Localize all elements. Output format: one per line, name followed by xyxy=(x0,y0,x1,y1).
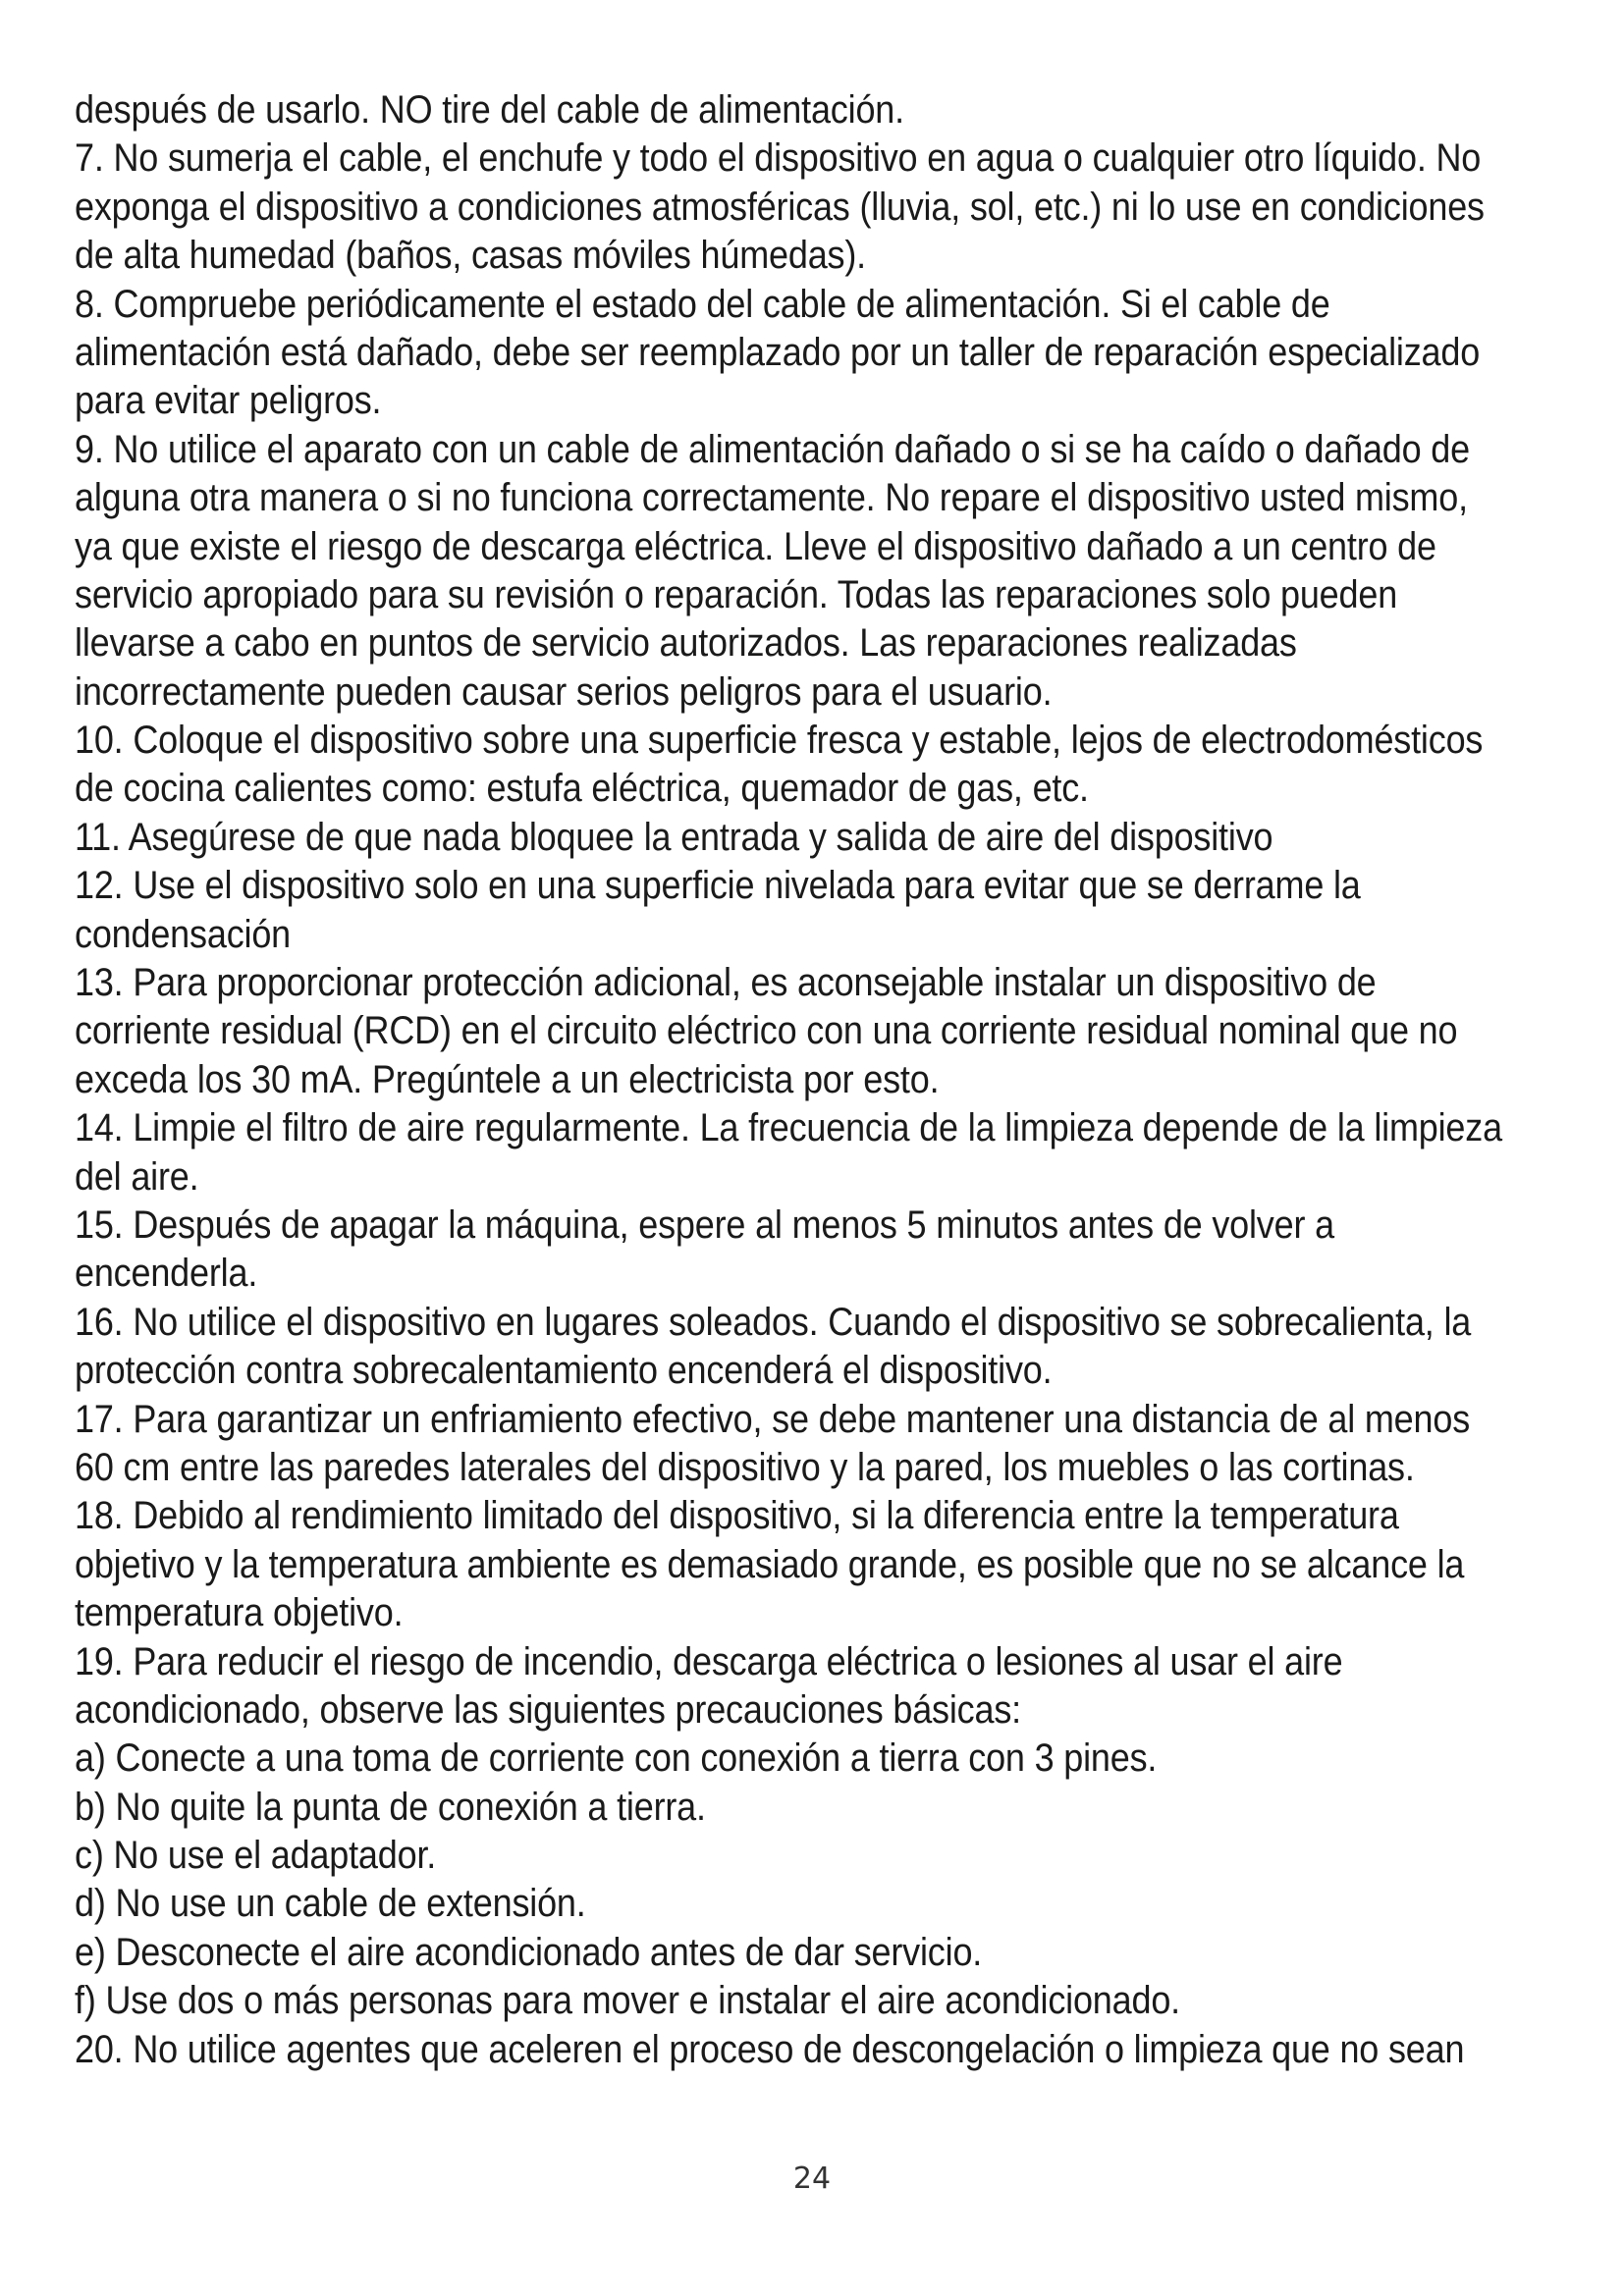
text-line: servicio apropiado para su revisión o reparación. Todas las reparaciones solo pueden xyxy=(75,572,1398,616)
text-line: e) Desconecte el aire acondicionado antes de dar servicio. xyxy=(75,1930,983,1974)
text-line: exponga el dispositivo a condiciones atmosféricas (lluvia, sol, etc.) ni lo use en condiciones xyxy=(75,185,1485,229)
text-line: de cocina calientes como: estufa eléctrica, quemador de gas, etc. xyxy=(75,767,1089,811)
text-line: objetivo y la temperatura ambiente es demasiado grande, es posible que no se alcance la xyxy=(75,1542,1465,1586)
page-number: 24 xyxy=(792,2162,832,2196)
text-line: ya que existe el riesgo de descarga eléctrica. Lleve el dispositivo dañado a un centro de xyxy=(75,524,1436,568)
text-line: 7. No sumerja el cable, el enchufe y todo el dispositivo en agua o cualquier otro líquido. No xyxy=(75,136,1482,181)
text-line: 15. Después de apagar la máquina, espere al menos 5 minutos antes de volver a xyxy=(75,1202,1334,1247)
text-line: condensación xyxy=(75,912,292,956)
text-line: 9. No utilice el aparato con un cable de alimentación dañado o si se ha caído o dañado de xyxy=(75,427,1471,471)
text-line: 8. Compruebe periódicamente el estado del cable de alimentación. Si el cable de xyxy=(75,282,1330,326)
text-line: 19. Para reducir el riesgo de incendio, descarga eléctrica o lesiones al usar el aire xyxy=(75,1639,1343,1683)
text-line: después de usarlo. NO tire del cable de alimentación. xyxy=(75,88,904,132)
text-line: exceda los 30 mA. Pregúntele a un electricista por esto. xyxy=(75,1057,940,1101)
text-line: del aire. xyxy=(75,1154,199,1199)
text-line: f) Use dos o más personas para mover e instalar el aire acondicionado. xyxy=(75,1979,1180,2023)
text-line: 13. Para proporcionar protección adicional, es aconsejable instalar un dispositivo de xyxy=(75,961,1377,1005)
text-line: 20. No utilice agentes que aceleren el proceso de descongelación o limpieza que no sean xyxy=(75,2027,1465,2071)
text-line: alimentación está dañado, debe ser reemplazado por un taller de reparación especializado xyxy=(75,330,1481,374)
text-line: para evitar peligros. xyxy=(75,379,382,423)
text-line: b) No quite la punta de conexión a tierra. xyxy=(75,1785,706,1829)
text-line: 18. Debido al rendimiento limitado del dispositivo, si la diferencia entre la temperatura xyxy=(75,1494,1399,1538)
text-line: 12. Use el dispositivo solo en una superficie nivelada para evitar que se derrame la xyxy=(75,864,1361,908)
text-line: alguna otra manera o si no funciona correctamente. No repare el dispositivo usted mismo, xyxy=(75,476,1468,520)
text-line: temperatura objetivo. xyxy=(75,1591,404,1635)
text-line: d) No use un cable de extensión. xyxy=(75,1882,586,1926)
text-line: a) Conecte a una toma de corriente con conexión a tierra con 3 pines. xyxy=(75,1736,1158,1781)
text-line: protección contra sobrecalentamiento encenderá el dispositivo. xyxy=(75,1349,1053,1393)
text-line: 11. Asegúrese de que nada bloquee la entrada y salida de aire del dispositivo xyxy=(75,815,1273,859)
text-line: corriente residual (RCD) en el circuito eléctrico con una corriente residual nominal que no xyxy=(75,1009,1458,1053)
text-line: 17. Para garantizar un enfriamiento efectivo, se debe mantener una distancia de al menos xyxy=(75,1397,1471,1441)
text-line: acondicionado, observe las siguientes precauciones básicas: xyxy=(75,1687,1021,1732)
text-line: 60 cm entre las paredes laterales del dispositivo y la pared, los muebles o las cortinas. xyxy=(75,1445,1415,1489)
text-line: de alta humedad (baños, casas móviles húmedas). xyxy=(75,234,866,278)
text-line: 16. No utilice el dispositivo en lugares soleados. Cuando el dispositivo se sobrecalienta, la xyxy=(75,1300,1472,1344)
text-line: encenderla. xyxy=(75,1252,258,1296)
text-line: 10. Coloque el dispositivo sobre una superficie fresca y estable, lejos de electrodomésticos xyxy=(75,719,1484,763)
text-line: c) No use el adaptador. xyxy=(75,1834,437,1878)
text-line: incorrectamente pueden causar serios peligros para el usuario. xyxy=(75,669,1053,714)
body-text xyxy=(75,86,1567,2074)
text-line: 14. Limpie el filtro de aire regularmente. La frecuencia de la limpieza depende de la limpieza xyxy=(75,1106,1502,1150)
text-line: llevarse a cabo en puntos de servicio autorizados. Las reparaciones realizadas xyxy=(75,621,1297,666)
